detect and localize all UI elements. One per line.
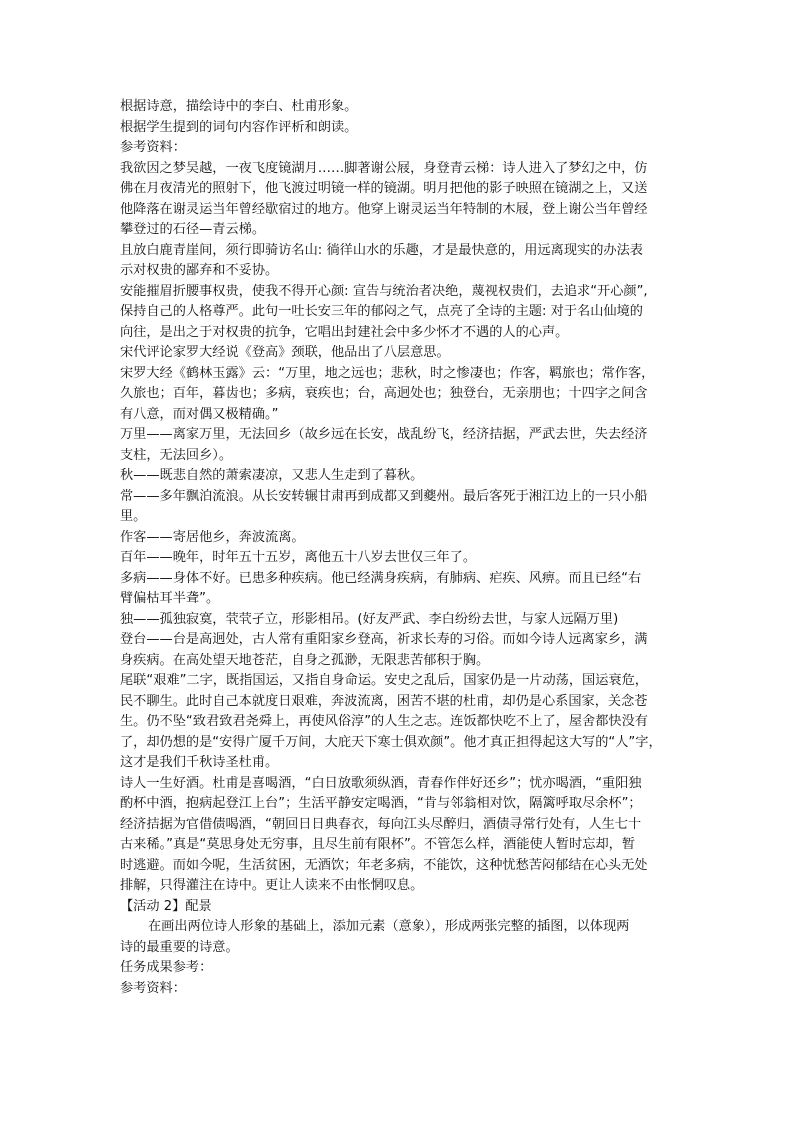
intro-reference-label: 参考资料： (120, 140, 186, 155)
text-line: 宋罗大经《鹤林玉露》云：“万里，地之远也；悲秋，时之惨凄也；作客，羁旅也；常作客， (120, 365, 655, 381)
text-line: 示对权贵的鄙弃和不妥协。 (120, 263, 279, 278)
text-line: 诗人一生好酒。杜甫是喜喝酒，“白日放歌须纵酒，青春作伴好还乡”；忧亦喝酒，“重阳独 (120, 775, 642, 791)
text-line: 身疾病。在高处望天地苍茫，自身之孤渺，无限悲苦郁积于胸。 (120, 652, 490, 668)
paragraph-duobing (120, 569, 675, 610)
intro-line-1: 根据诗意，描绘诗中的李白、杜甫形象。 (120, 99, 358, 114)
paragraph-theme (120, 282, 675, 344)
text-line: 这才是我们千秋诗圣杜甫。 (120, 755, 279, 770)
activity-heading: 【活动 2】配景 (120, 898, 212, 914)
text-line: 秋——既悲自然的萧索凄凉，又悲人生走到了暮秋。 (120, 468, 424, 483)
text-line: 独——孤独寂寞，茕茕孑立，形影相吊。(好友严武、李白纷纷去世，与家人远隔万里) (120, 611, 619, 627)
paragraph-white-deer (120, 241, 675, 282)
paragraph-zuoke (120, 528, 675, 549)
text-line: 支柱，无法回乡）。 (120, 447, 233, 463)
activity-description (120, 917, 675, 958)
text-line: 攀登过的石径—青云梯。 (120, 222, 266, 237)
text-line: 我欲因之梦吴越，一夜飞度镜湖月……脚著谢公屐，身登青云梯：诗人进入了梦幻之中，仿 (120, 160, 648, 176)
paragraph-chang (120, 487, 675, 528)
text-line: 且放白鹿青崖间，须行即骑访名山: 徜徉山水的乐趣，才是最快意的，用远离现实的办法表 (120, 242, 643, 258)
paragraph-quote (120, 364, 675, 426)
text-line: 保持自己的人格尊严。此句一吐长安三年的郁闷之气，点亮了全诗的主题: 对于名山仙境的 (120, 304, 643, 319)
text-line: 生。仍不坠“致君致君尧舜上，再使风俗淳”的人生之志。连饭都快吃不上了，屋舍都快没有 (120, 714, 648, 729)
text-line: 诗的最重要的诗意。 (120, 939, 239, 955)
document-body (120, 97, 675, 999)
paragraph-dengtai (120, 630, 675, 671)
text-line: 安能摧眉折腰事权贵，使我不得开心颜: 宣告与统治者决绝，蔑视权贵们，去追求“开心颜”, (120, 283, 648, 299)
paragraph-critic (120, 343, 675, 364)
paragraph-bainian (120, 548, 675, 569)
text-line: 臂偏枯耳半聋”。 (120, 591, 220, 606)
text-line: 尾联“艰难”二字，既指国运，又指自身命运。安史之乱后，国家仍是一片动荡，国运衰危， (120, 673, 648, 688)
text-line: 酌杯中酒，抱病起登江上台”；生活平静安定喝酒，“肯与邻翁相对饮，隔篱呼取尽余杯”； (120, 796, 642, 811)
text-line: 古来稀。”真是“莫思身处无穷事，且尽生前有限杯”。不管怎么样，酒能使人暂时忘却，暂 (120, 837, 636, 852)
intro-line-2: 根据学生提到的词句内容作评析和朗读。 (120, 119, 358, 135)
text-line: 作客——寄居他乡，奔波流离。 (120, 529, 305, 545)
paragraph-weilian (120, 671, 675, 774)
text-line: 佛在月夜清光的照射下，他飞渡过明镜一样的镜湖。明月把他的影子映照在镜湖之上，又送 (120, 181, 648, 196)
paragraph-autumn (120, 466, 675, 487)
text-line: 排解，只得灌注在诗中。更让人读来不由怅惘叹息。 (120, 878, 424, 893)
text-line: 有八意，而对偶又极精确。” (120, 406, 279, 422)
text-line: 宋代评论家罗大经说《登高》颈联，他品出了八层意思。 (120, 345, 450, 360)
text-line: 多病——身体不好。已患多种疾病。他已经满身疾病，有肺病、疟疾、风痹。而且已经“右 (120, 570, 642, 586)
paragraph-dream (120, 159, 675, 241)
text-line: 登台——台是高迥处，古人常有重阳家乡登高，祈求长寿的习俗。而如今诗人远离家乡，满 (120, 632, 648, 647)
text-line: 里。 (120, 509, 147, 524)
text-line: 在画出两位诗人形象的基础上，添加元素（意象），形成两张完整的插图，以体现两 (148, 919, 630, 934)
paragraph-du (120, 610, 675, 631)
text-line: 了，却仍想的是“安得广厦千万间，大庇天下寒士俱欢颜”。他才真正担得起这大写的“人”字， (120, 734, 662, 750)
task-result-label: 任务成果参考： (120, 960, 213, 975)
text-line: 民不聊生。此时自己本就度日艰难，奔波流离，困苦不堪的杜甫，却仍是心系国家，关念苍 (120, 693, 648, 709)
text-line: 久旅也；百年，暮齿也；多病，衰疾也；台，高迥处也；独登台，无亲朋也；十四字之间含 (120, 386, 648, 401)
text-line: 常——多年飘泊流浪。从长安转辗甘肃再到成都又到夔州。最后客死于湘江边上的一只小船 (120, 488, 648, 504)
text-line: 时逃避。而如今呢，生活贫困，无酒饮；年老多病，不能饮，这种忧愁苦闷郁结在心头无处 (120, 857, 648, 873)
text-line: 经济拮据为官借债喝酒，“朝回日日典春衣，每向江头尽醉归，酒债寻常行处有，人生七十 (120, 816, 642, 832)
text-line: 百年——晚年，时年五十五岁，离他五十八岁去世仅三年了。 (120, 550, 477, 565)
paragraph-wine (120, 774, 675, 897)
text-line: 向往，是出之于对权贵的抗争，它唱出封建社会中多少怀才不遇的人的心声。 (120, 324, 569, 340)
text-line: 他降落在谢灵运当年曾经歇宿过的地方。他穿上谢灵运当年特制的木屐，登上谢公当年曾经 (120, 201, 648, 217)
text-line: 万里——离家万里，无法回乡（故乡远在长安，战乱纷飞，经济拮据，严武去世，失去经济 (120, 427, 648, 442)
paragraph-wanli (120, 425, 675, 466)
reference-label: 参考资料： (120, 980, 186, 996)
